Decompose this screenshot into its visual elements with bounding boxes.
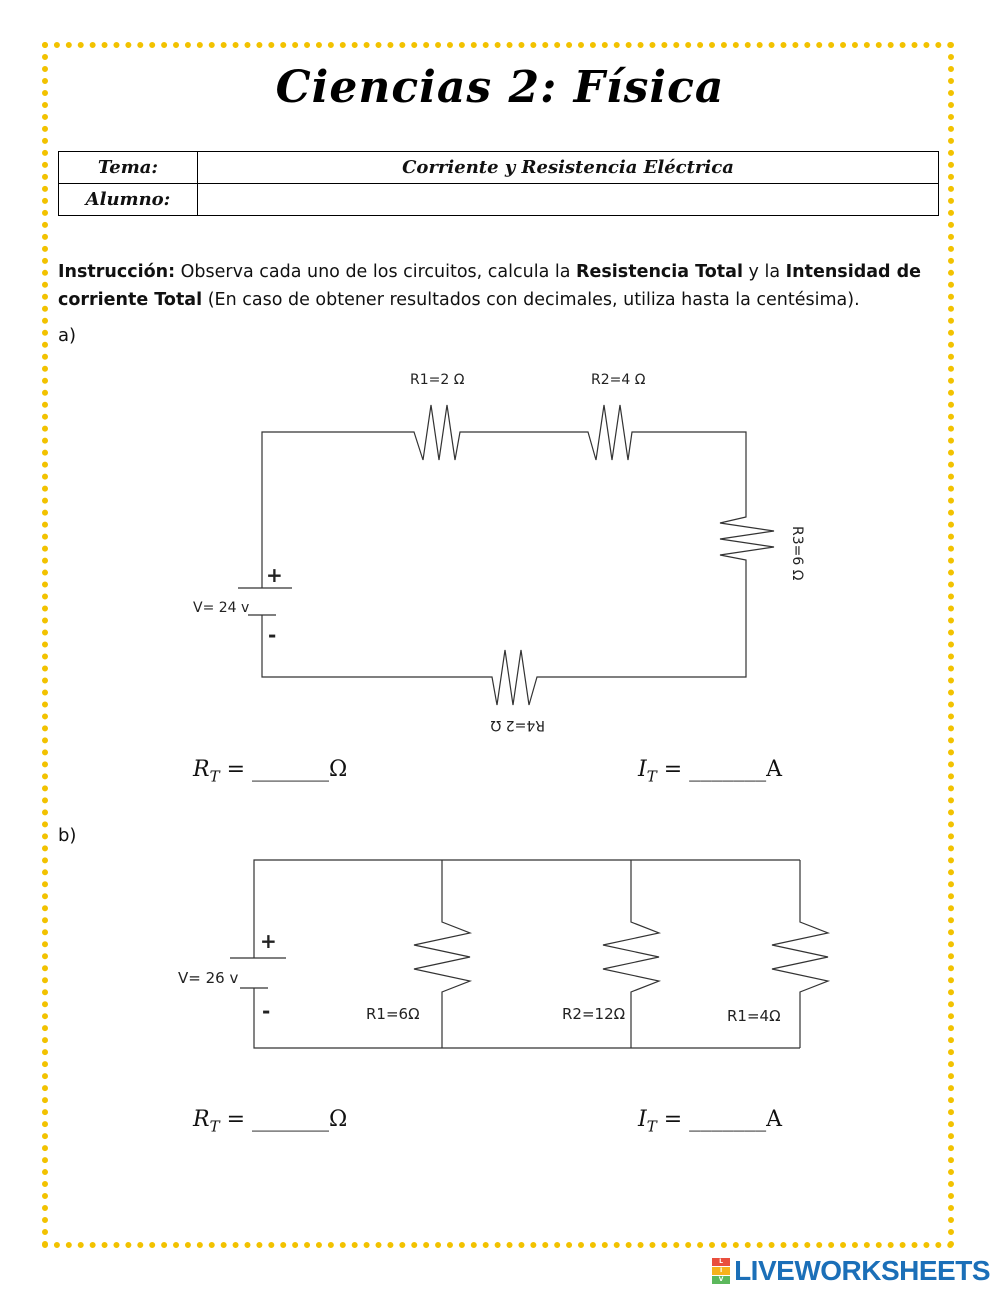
rt-unit: Ω [329,757,348,782]
resistor-r1 [408,405,464,460]
instruction-bold-resistencia: Resistencia Total [576,262,743,282]
rt-equation-b [193,1107,347,1135]
it-symbol: I [638,757,647,782]
resistor-b-r1 [414,860,470,1048]
rt-symbol: R [193,1107,210,1132]
r2-label: R2=4 Ω [591,372,646,388]
logo-mark-icon [712,1258,730,1284]
equals-sign: = [219,757,253,782]
alumno-label: Alumno: [59,184,198,216]
resistor-r3 [720,512,774,565]
logo-mark-letter: I [712,1267,730,1275]
it-answer-blank-b[interactable]: _______ [689,1107,767,1132]
instruction-part: Observa cada uno de los circuitos, calcula la [175,262,577,282]
instruction-part: y la [742,262,786,282]
logo-mark-letter: L [712,1258,730,1266]
circuit-a-wire [638,432,746,512]
equals-sign: = [656,757,690,782]
it-unit: A [766,1107,783,1132]
battery-a-plus: + [266,563,283,587]
b-r2-label: R2=12Ω [562,1005,626,1023]
resistor-r4 [487,650,542,705]
rt-symbol: R [193,757,210,782]
it-subscript: T [646,767,657,786]
r4-label: R4=2 Ω [490,717,545,733]
battery-a-minus: - [268,623,277,647]
liveworksheets-logo [712,1256,990,1286]
it-answer-blank-a[interactable]: _______ [689,757,767,782]
part-b-label: b) [58,825,77,846]
instruction-bold-intensidad: Intensidad de corriente Total [58,262,922,310]
instruction-part: (En caso de obtener resultados con decimales, utiliza hasta la centésima). [202,290,860,310]
rt-answer-blank-a[interactable]: _______ [252,757,330,782]
it-equation-b [638,1107,782,1135]
it-unit: A [766,757,783,782]
circuit-a-wire [262,432,408,588]
circuit-b-wire [254,988,800,1048]
b-r3-label: R1=4Ω [727,1007,781,1025]
rt-subscript: T [209,1117,220,1136]
it-subscript: T [646,1117,657,1136]
voltage-b-label: V= 26 v [178,969,239,987]
rt-unit: Ω [329,1107,348,1132]
tema-value: Corriente y Resistencia Eléctrica [198,152,939,184]
equals-sign: = [219,1107,253,1132]
instruction-lead: Instrucción: [58,262,176,282]
it-equation-a [638,757,782,785]
tema-label: Tema: [59,152,198,184]
circuit-a-wire [542,565,746,677]
battery-b-minus: - [262,999,271,1023]
b-r1-label: R1=6Ω [366,1005,420,1023]
voltage-a-label: V= 24 v [193,600,250,616]
circuit-a [193,372,805,733]
circuit-b [178,860,828,1048]
page-title: Ciencias 2: Física [275,62,725,113]
circuit-b-wire [254,860,800,958]
it-symbol: I [638,1107,647,1132]
resistor-r2 [584,405,638,460]
equals-sign: = [656,1107,690,1132]
circuit-a-wire [262,615,487,677]
rt-answer-blank-b[interactable]: _______ [252,1107,330,1132]
r3-label: R3=6 Ω [789,526,805,581]
rt-subscript: T [209,767,220,786]
logo-text: LIVEWORKSHEETS [734,1255,990,1286]
rt-equation-a [193,757,347,785]
battery-b-plus: + [260,929,277,953]
logo-mark-letter: V [712,1276,730,1284]
r1-label: R1=2 Ω [410,372,465,388]
part-a-label: a) [58,325,77,346]
